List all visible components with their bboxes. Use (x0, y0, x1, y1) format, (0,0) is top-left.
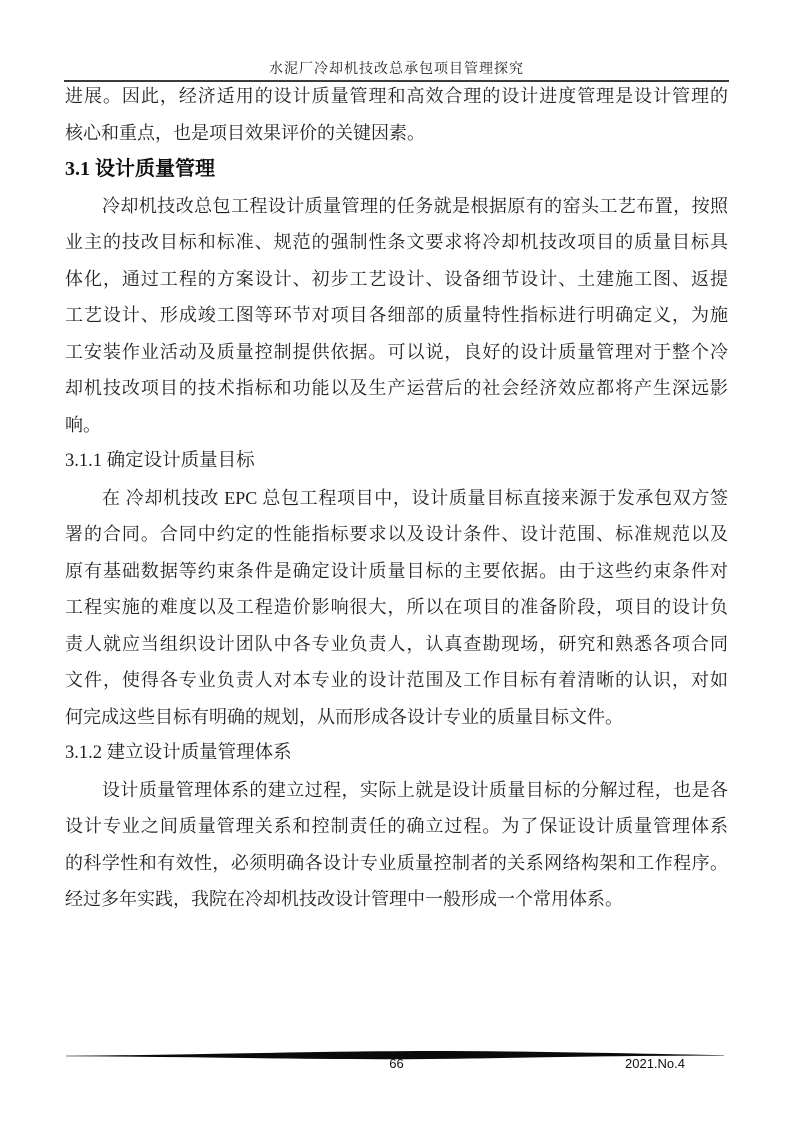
body-line: 工程实施的难度以及工程造价影响很大，所以在项目的准备阶段，项目的设计负 (65, 597, 728, 617)
document-body (65, 78, 728, 918)
body-line: 的科学性和有效性，必须明确各设计专业质量控制者的关系网络构架和工作程序。 (65, 852, 728, 873)
body-line: 设计专业之间质量管理关系和控制责任的确立过程。为了保证设计质量管理体系 (65, 816, 728, 836)
body-line: 经过多年实践，我院在冷却机技改设计管理中一般形成一个常用体系。 (65, 889, 623, 909)
section-heading-3-1: 3.1 设计质量管理 (65, 158, 215, 180)
body-line: 工艺设计、形成竣工图等环节对项目各细部的质量特性指标进行明确定义，为施 (65, 305, 728, 325)
section-heading-3-1-2: 3.1.2 建立设计质量管理体系 (65, 743, 292, 763)
body-line: 何完成这些目标有明确的规划，从而形成各设计专业的质量目标文件。 (65, 706, 623, 727)
body-line: 文件，使得各专业负责人对本专业的设计范围及工作目标有着清晰的认识，对如 (65, 670, 728, 690)
body-line: 署的合同。合同中约定的性能指标要求以及设计条件、设计范围、标准规范以及 (65, 524, 728, 544)
body-line: 业主的技改目标和标准、规范的强制性条文要求将冷却机技改项目的质量目标具 (65, 232, 728, 252)
body-line: 在 冷却机技改 EPC 总包工程项目中，设计质量目标直接来源于发承包双方签 (102, 487, 728, 508)
body-line: 却机技改项目的技术指标和功能以及生产运营后的社会经济效应都将产生深远影 (65, 378, 728, 398)
running-header-title: 水泥厂冷却机技改总承包项目管理探究 (269, 62, 524, 77)
body-line: 冷却机技改总包工程设计质量管理的任务就是根据原有的窑头工艺布置，按照 (102, 195, 728, 216)
footer-issue-label: 2021.No.4 (625, 1056, 685, 1071)
body-line: 核心和重点，也是项目效果评价的关键因素。 (65, 122, 425, 143)
body-line: 进展。因此，经济适用的设计质量管理和高效合理的设计进度管理是设计管理的 (65, 86, 728, 106)
section-heading-3-1-1: 3.1.1 确定设计质量目标 (65, 451, 255, 471)
body-line: 设计质量管理体系的建立过程，实际上就是设计质量目标的分解过程，也是各 (102, 779, 728, 800)
body-line: 原有基础数据等约束条件是确定设计质量目标的主要依据。由于这些约束条件对 (65, 560, 728, 581)
body-line: 工安装作业活动及质量控制提供依据。可以说，良好的设计质量管理对于整个冷 (65, 341, 728, 362)
body-line: 体化，通过工程的方案设计、初步工艺设计、设备细节设计、土建施工图、返提 (65, 268, 728, 289)
body-line: 责人就应当组织设计团队中各专业负责人，认真查勘现场，研究和熟悉各项合同 (65, 633, 728, 654)
footer-page-number: 66 (389, 1056, 404, 1071)
body-line: 响。 (65, 414, 101, 435)
